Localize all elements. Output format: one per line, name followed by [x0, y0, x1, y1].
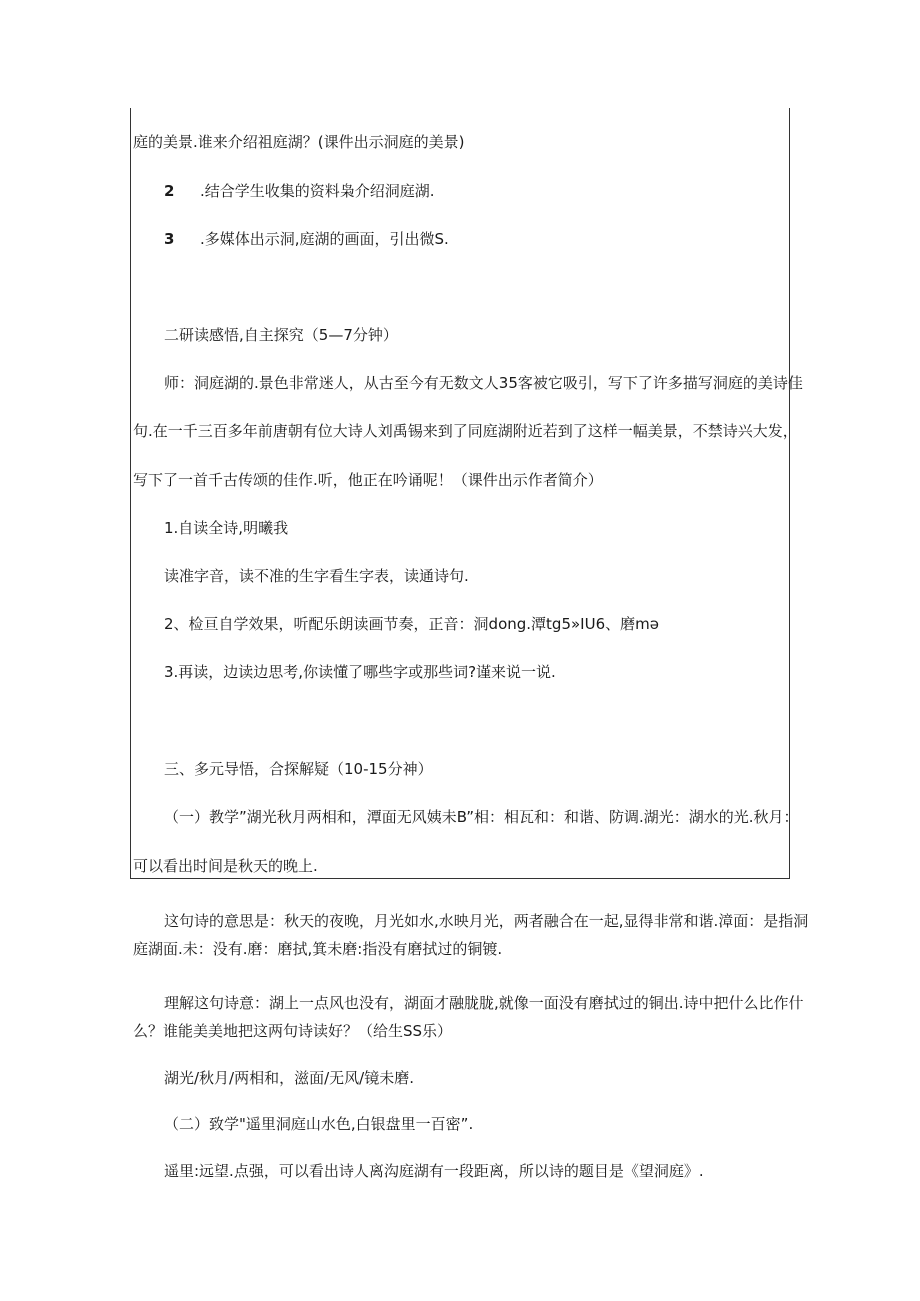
box-line-7: 写下了一首千古传颂的佳作.听，他正在吟诵呢！（课件出示作者简介） [133, 471, 603, 489]
box-line-14: 可以看出时间是秋天的晚上. [133, 857, 318, 875]
body-para-1-line-2: 庭湖面.未：没有.磨：磨拭,箕未磨:指没有磨拭过的铜镀. [133, 940, 503, 958]
box-line-5: 师：洞庭湖的.景色非常迷人，从古至今有无数文人35客被它吸引，写下了许多描写洞庭的美诗佳 [164, 374, 803, 392]
step-number-3: 3 [164, 230, 175, 248]
box-line-1: 庭的美景.谁来介绍祖庭湖？(课件出示洞庭的美景) [133, 133, 465, 151]
body-para-1-line-1: 这句诗的意思是：秋天的夜晚，月光如水,水映月光，两者融合在一起,显得非常和谐.漳面：是指洞 [164, 912, 809, 930]
box-line-10: 2、检亘自学效果，听配乐朗读画节奏，正音：洞dong.潭tg5»IU6、磨mə [164, 615, 659, 633]
body-para-4: （二）致学"遥里洞庭山水色,白银盘里一百密”. [164, 1115, 474, 1133]
box-line-2: .结合学生收集的资料枭介绍洞庭湖. [200, 182, 435, 200]
body-para-5: 遥里:远望.点强，可以看出诗人离沟庭湖有一段距离，所以诗的题目是《望洞庭》. [164, 1162, 704, 1180]
section-heading-2: 二研读感悟,自主探究（5—7分钟） [164, 326, 398, 344]
box-line-6: 句.在一千三百多年前唐朝有位大诗人刘禹锡来到了同庭湖附近若到了这样一幅美景，不禁诗兴大发， [133, 422, 798, 440]
box-line-11: 3.再读，边读边思考,你读懂了哪些字或那些词?谨来说一说. [164, 663, 556, 681]
box-line-13: （一）教学”湖光秋月两相和，潭面无风姨未B”相：相瓦和：和谐、防调.湖光：湖水的光.秋月： [164, 808, 799, 826]
body-para-2-line-2: 么？谁能美美地把这两句诗读好？（给生SS乐） [133, 1022, 453, 1040]
body-para-2-line-1: 理解这句诗意：湖上一点风也没有，湖面才融胧胧,就像一面没有磨拭过的铜出.诗中把什么比作什 [164, 994, 804, 1012]
step-number-2: 2 [164, 182, 175, 200]
box-line-8: 1.自读全诗,明曦我 [164, 519, 289, 537]
body-para-3: 湖光/秋月/两相和，滋面/无风/镜未磨. [164, 1069, 414, 1087]
box-line-3: .多媒体出示洞,庭湖的画面，引出微S. [200, 230, 449, 248]
section-heading-3: 三、多元导悟，合探解疑（10-15分神） [164, 760, 433, 778]
box-line-9: 读准字音，读不准的生字看生字表，读通诗句. [164, 567, 469, 585]
